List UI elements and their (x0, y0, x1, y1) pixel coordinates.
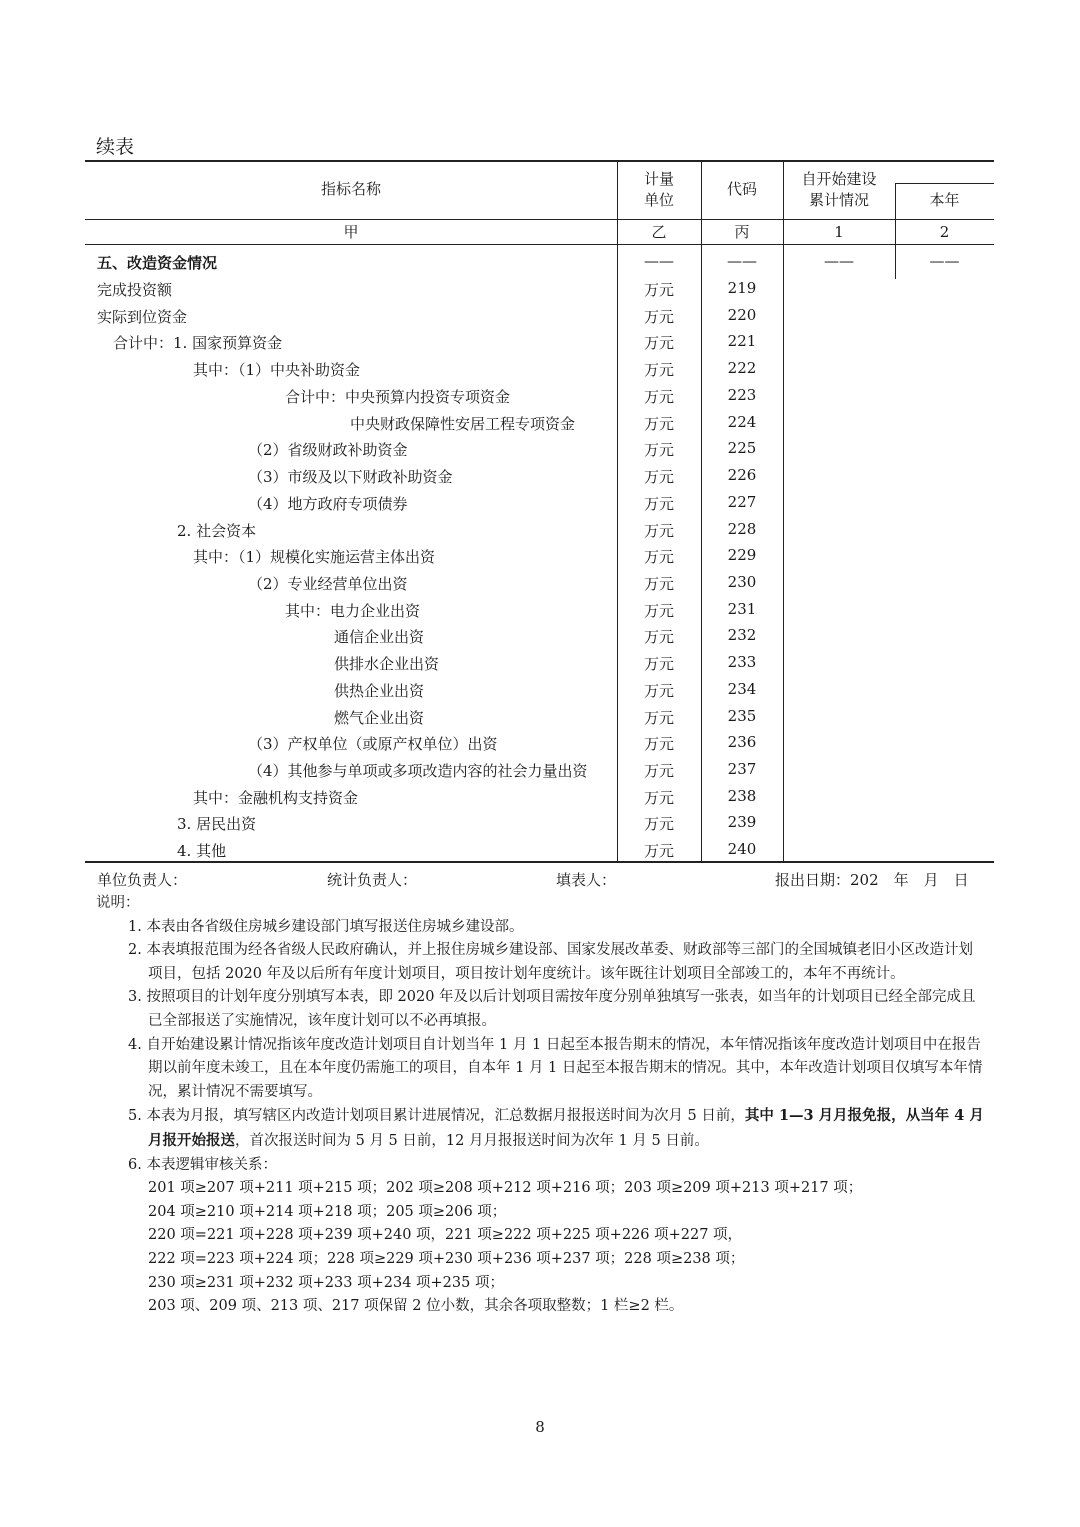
logic-rule: 220 项=221 项+228 项+239 项+240 项，221 项≥222 项+225 项+226 项+227 项， (148, 1227, 743, 1244)
row-code: 225 (727, 439, 757, 457)
row-code: 229 (727, 546, 757, 564)
notes-section (96, 892, 986, 1319)
table-row (85, 622, 994, 649)
header-name: 指标名称 (320, 180, 381, 198)
row-name: 其中：（1）中央补助资金 (193, 361, 361, 379)
logic-rule: 203 项、209 项、213 项、217 项保留 2 位小数，其余各项取整数；1 栏≥2 栏。 (148, 1298, 684, 1315)
table-row (85, 516, 994, 543)
note-item-5 (96, 1104, 986, 1153)
row-unit: 万元 (643, 789, 674, 807)
row-col1: —— (824, 252, 854, 270)
row-code: 237 (727, 760, 757, 778)
logic-rule: 204 项≥210 项+214 项+218 项；205 项≥206 项； (148, 1203, 507, 1220)
row-name: （3）产权单位（或原产权单位）出资 (248, 735, 498, 753)
row-code: 232 (727, 626, 757, 644)
header-code: 代码 (726, 180, 757, 198)
row-name: 燃气企业出资 (334, 709, 425, 727)
row-name: （4）地方政府专项债券 (248, 495, 408, 513)
note-item: 3. 按照项目的计划年度分别填写本表，即 2020 年及以后计划项目需按年度分别单独填写一张表，如当年的计划项目已经全部完成且已全部报送了实施情况，该年度计划可以不必再填报。 (128, 989, 976, 1029)
row-unit: 万元 (643, 281, 674, 299)
table-row (85, 542, 994, 569)
row-unit: 万元 (643, 388, 674, 406)
row-code: 226 (727, 466, 757, 484)
header-this-year: 本年 (929, 191, 960, 209)
filler-label: 填表人： (556, 871, 617, 889)
row-unit: 万元 (643, 415, 674, 433)
subheader-name: 甲 (343, 223, 359, 241)
table-row (85, 382, 994, 409)
row-unit: 万元 (643, 655, 674, 673)
subheader-col1: 1 (834, 223, 844, 241)
row-unit: 万元 (643, 602, 674, 620)
table-row (85, 302, 994, 329)
row-name: 供热企业出资 (334, 682, 425, 700)
row-name: 通信企业出资 (334, 628, 425, 646)
header-unit-line1: 计量 (643, 170, 674, 188)
row-unit: 万元 (643, 468, 674, 486)
row-name: （2）专业经营单位出资 (248, 575, 408, 593)
row-code: 234 (727, 680, 757, 698)
note-5-text: 5. 本表为月报，填写辖区内改造计划项目累计进展情况，汇总数据月报报送时间为次月 5 日前， (128, 1108, 745, 1125)
row-code: 219 (727, 279, 757, 297)
header-unit-line2: 单位 (643, 191, 674, 209)
table-row (85, 435, 994, 462)
header-rule (85, 219, 994, 220)
note-5-emphasis: 其中 1—3 月月报免报，从当年 4 月月报开始报送 (148, 1107, 984, 1149)
table-row (85, 462, 994, 489)
table-row (85, 248, 994, 275)
table-row (85, 275, 994, 302)
subheader-rule (85, 244, 994, 245)
row-code: 223 (727, 386, 757, 404)
row-code: 235 (727, 707, 757, 725)
table-row (85, 729, 994, 756)
row-name: 五、改造资金情况 (97, 254, 218, 272)
row-name: 中央财政保障性安居工程专项资金 (350, 415, 576, 433)
row-name: （4）其他参与单项或多项改造内容的社会力量出资 (248, 762, 588, 780)
row-code: 239 (727, 813, 757, 831)
table-row (85, 596, 994, 623)
row-unit: 万元 (643, 815, 674, 833)
table-row (85, 489, 994, 516)
header-cumulative-line2: 累计情况 (808, 191, 869, 209)
table-row (85, 836, 994, 863)
row-code: 224 (727, 413, 757, 431)
table-row (85, 809, 994, 836)
table-row (85, 409, 994, 436)
row-code: 220 (727, 306, 757, 324)
row-unit: 万元 (643, 682, 674, 700)
row-unit: 万元 (643, 334, 674, 352)
note-item: 2. 本表填报范围为经各省级人民政府确认，并上报住房城乡建设部、国家发展改革委、财政部等三部门的全国城镇老旧小区改造计划项目，包括 2020 年及以后所有年度计划项目，项目按计划年度统计。该年既往计划项目全部竣工的，本年不再统计。 (128, 942, 973, 982)
header-cumulative-line1: 自开始建设 (801, 170, 877, 188)
notes-heading: 说明： (96, 895, 140, 911)
subheader-col2: 2 (939, 223, 950, 241)
row-name: 2. 社会资本 (177, 522, 257, 540)
row-code: 222 (727, 359, 757, 377)
row-name: 实际到位资金 (97, 308, 188, 326)
stat-head-label: 统计负责人： (327, 871, 418, 889)
row-name: 合计中：1. 国家预算资金 (113, 334, 283, 352)
row-name: （3）市级及以下财政补助资金 (248, 468, 453, 486)
row-name: （2）省级财政补助资金 (248, 441, 408, 459)
row-unit: 万元 (643, 308, 674, 326)
row-unit: 万元 (643, 735, 674, 753)
logic-rule: 222 项=223 项+224 项；228 项≥229 项+230 项+236 项+237 项；228 项≥238 项； (148, 1250, 745, 1267)
row-col2: —— (929, 252, 960, 270)
row-name: 供排水企业出资 (334, 655, 440, 673)
row-unit: 万元 (643, 628, 674, 646)
note-item: 1. 本表由各省级住房城乡建设部门填写报送住房城乡建设部。 (128, 918, 524, 935)
table-row (85, 783, 994, 810)
row-code: —— (727, 252, 757, 270)
data-table (85, 160, 994, 863)
row-name: 4. 其他 (177, 842, 227, 860)
row-unit: 万元 (643, 575, 674, 593)
row-code: 238 (727, 787, 757, 805)
note-item: 4. 自开始建设累计情况指该年度改造计划项目自计划当年 1 月 1 日起至本报告期末的情况，本年情况指该年度改造计划项目中在报告期以前年度未竣工，且在本年度仍需施工的项目，自本年 1 月 1 日起至本报告期末的情况。其中，本年改造计划项目仅填写本年情况，累计情况不需要填写。 (128, 1036, 983, 1100)
note-item: 6. 本表逻辑审核关系： (128, 1156, 277, 1173)
row-unit: 万元 (643, 495, 674, 513)
table-top-rule (85, 160, 994, 162)
row-name: 完成投资额 (97, 281, 173, 299)
logic-rule: 230 项≥231 项+232 项+233 项+234 项+235 项； (148, 1274, 504, 1291)
row-code: 228 (727, 520, 757, 538)
continued-label: 续表 (96, 136, 135, 158)
row-name: 合计中：中央预算内投资专项资金 (285, 388, 511, 406)
unit-head-label: 单位负责人： (97, 871, 188, 889)
row-code: 231 (727, 600, 757, 618)
row-name: 3. 居民出资 (177, 815, 257, 833)
row-unit: 万元 (643, 441, 674, 459)
header-split-rule (895, 183, 994, 184)
row-unit: 万元 (643, 361, 674, 379)
row-code: 227 (727, 493, 757, 511)
row-code: 236 (727, 733, 757, 751)
subheader-code: 丙 (734, 223, 750, 241)
row-name: 其中：金融机构支持资金 (193, 789, 359, 807)
row-code: 221 (727, 332, 757, 350)
logic-rule: 201 项≥207 项+211 项+215 项；202 项≥208 项+212 项+216 项；203 项≥209 项+213 项+217 项； (148, 1180, 863, 1197)
table-row (85, 703, 994, 730)
page-number: 8 (535, 1418, 545, 1436)
table-row (85, 756, 994, 783)
subheader-unit: 乙 (651, 223, 667, 241)
row-name: 其中：（1）规模化实施运营主体出资 (193, 548, 436, 566)
note-5-text-tail: ，首次报送时间为 5 月 5 日前，12 月月报报送时间为次年 1 月 5 日前。 (235, 1132, 709, 1149)
table-row (85, 355, 994, 382)
row-unit: 万元 (643, 762, 674, 780)
report-date-label: 报出日期：202 年 月 日 (775, 871, 969, 889)
table-row (85, 649, 994, 676)
row-unit: 万元 (643, 842, 674, 860)
row-name: 其中：电力企业出资 (285, 602, 421, 620)
row-unit: 万元 (643, 709, 674, 727)
table-row (85, 676, 994, 703)
table-row (85, 569, 994, 596)
row-code: 230 (727, 573, 757, 591)
row-code: 240 (727, 840, 757, 858)
table-row (85, 328, 994, 355)
row-code: 233 (727, 653, 757, 671)
row-unit: 万元 (643, 522, 674, 540)
row-unit: 万元 (643, 548, 674, 566)
row-unit: —— (644, 252, 674, 270)
